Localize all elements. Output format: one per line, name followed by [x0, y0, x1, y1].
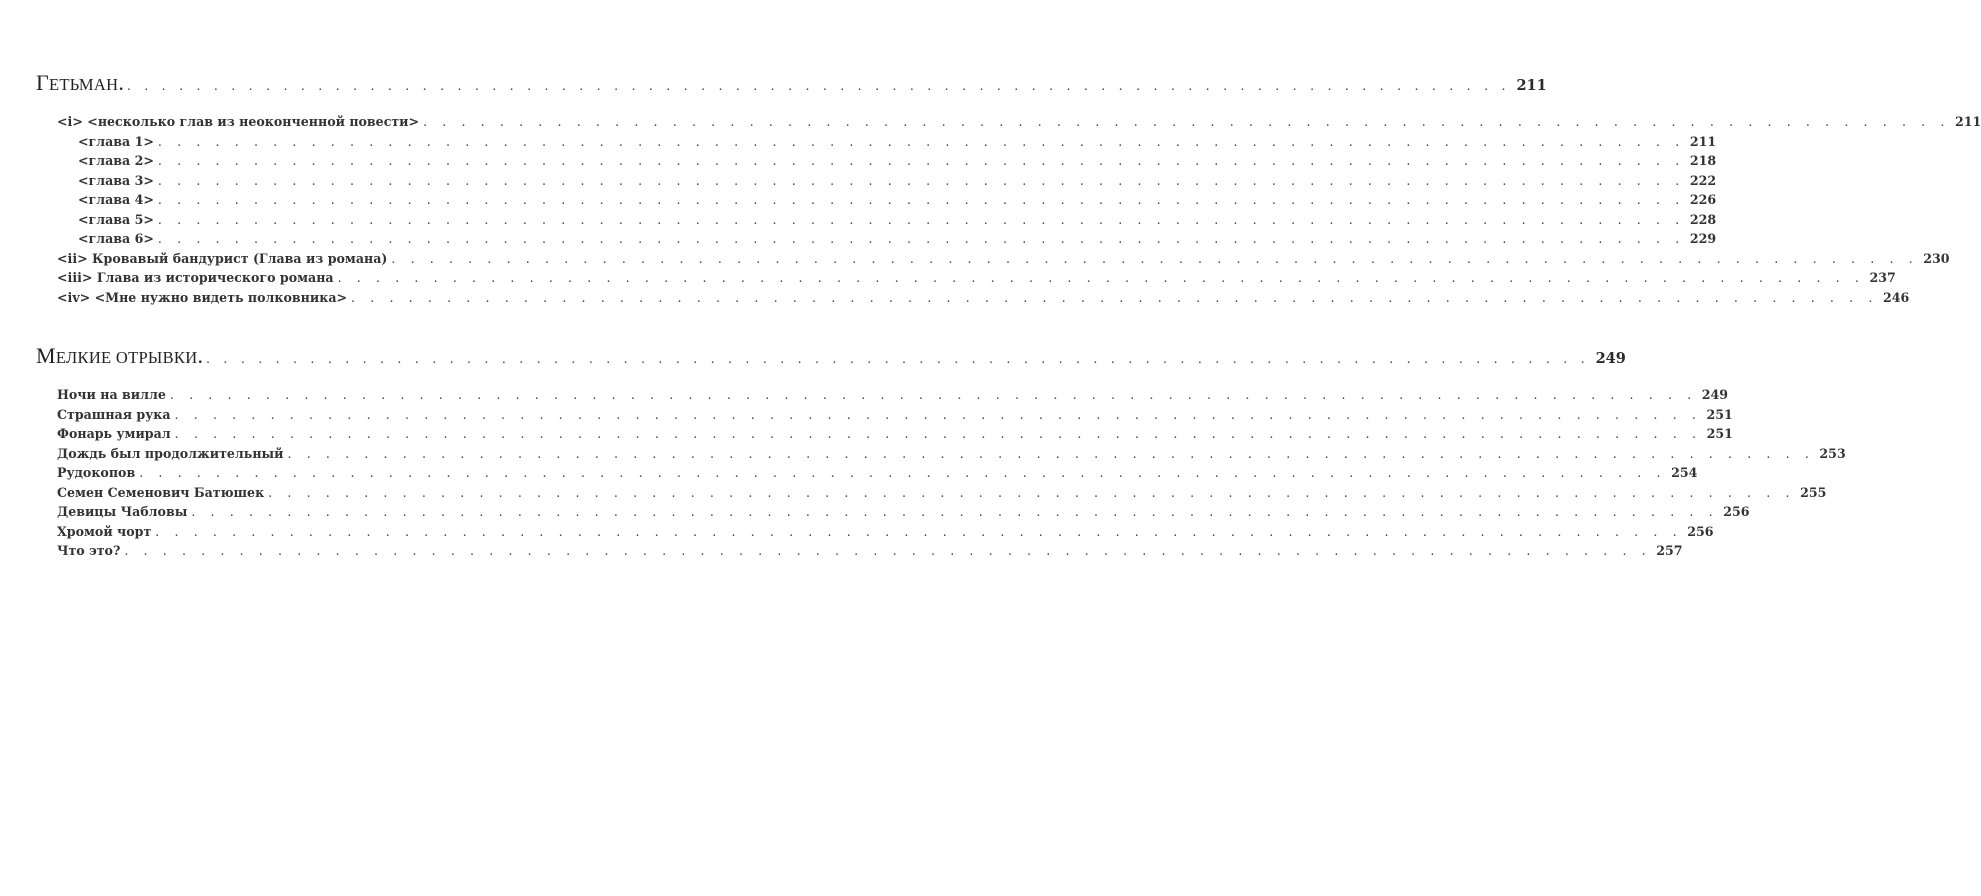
entry-page-number: 249	[1701, 387, 1729, 402]
dot-leader: . . . . . . . . . . . . . . . . . . . . . . . . . . . . . . . . . . . . . . . . . . . . . . . . . . . . . . . . . . . . . . . . . . . . . . . . . . . . . . . .	[391, 250, 1919, 266]
entry-label: Семен Семенович Батюшек	[57, 484, 265, 500]
dot-leader: . . . . . . . . . . . . . . . . . . . . . . . . . . . . . . . . . . . . . . . . . . . . . . . . . . . . . . . . . . . . . . . . . . . . . . . . . . . . . . . .	[287, 445, 1815, 461]
toc-entry[interactable]	[57, 387, 1729, 406]
entry-page-number: 211	[1689, 133, 1717, 149]
dot-leader: . . . . . . . . . . . . . . . . . . . . . . . . . . . . . . . . . . . . . . . . . . . . . . . . . . . . . . . . . . . . . . . . . . . . . . . . . . . . . . . .	[157, 192, 1685, 207]
section-page-number: 249	[1595, 350, 1626, 367]
entry-label: Девицы Чабловы	[57, 504, 188, 519]
toc-entry[interactable]	[57, 504, 1750, 523]
toc-section-heading[interactable]	[36, 70, 1547, 96]
entry-page-number: 228	[1689, 211, 1717, 227]
section-title-rest: ЕЛКИЕ ОТРЫВКИ	[55, 348, 198, 367]
dot-leader: . . . . . . . . . . . . . . . . . . . . . . . . . . . . . . . . . . . . . . . . . . . . . . . . . . . . . . . . . . . . . . . . . . . . . . . . . . . . . . . .	[174, 406, 1702, 422]
toc-entry[interactable]	[57, 543, 1683, 562]
entry-label: <i> <несколько глав из неоконченной повести>	[57, 114, 420, 129]
entry-label: <глава 4>	[78, 192, 154, 207]
entry-label: <глава 6>	[78, 231, 154, 246]
entry-label: Что это?	[57, 543, 121, 558]
toc-entry[interactable]	[57, 289, 1910, 309]
toc-entry[interactable]	[57, 250, 1950, 270]
toc-entry[interactable]	[57, 445, 1846, 465]
entry-page-number: 257	[1656, 543, 1683, 558]
dot-leader: . . . . . . . . . . . . . . . . . . . . . . . . . . . . . . . . . . . . . . . . . . . . . . . . . . . . . . . . . . . . . . . . . . . . . . . . . . . . . . . .	[155, 523, 1683, 539]
section-title: ГЕТЬМАН.	[36, 70, 125, 95]
dot-leader: . . . . . . . . . . . . . . . . . . . . . . . . . . . . . . . . . . . . . . . . . . . . . . . . . . . . . . . . . . . . . . . . . . . . . . . . . . . . . . . .	[157, 172, 1685, 188]
toc-entry[interactable]	[57, 484, 1827, 504]
entry-label: Фонарь умирал	[57, 426, 171, 441]
dot-leader: . . . . . . . . . . . . . . . . . . . . . . . . . . . . . . . . . . . . . . . . . . . . . . . . . . . . . . . . . . . . . . . . . . . . . . . . . . . . . . . .	[351, 289, 1878, 305]
toc-entry[interactable]	[78, 133, 1717, 153]
dot-leader: . . . . . . . . . . . . . . . . . . . . . . . . . . . . . . . . . . . . . . . . . . . . . . . . . . . . . . . . . . . . . . . . . . . . . . . . . . . . . . . .	[139, 465, 1667, 480]
toc-entry[interactable]	[78, 211, 1717, 231]
toc-entry[interactable]	[78, 231, 1717, 250]
entry-label: Страшная рука	[57, 406, 171, 422]
dot-leader: . . . . . . . . . . . . . . . . . . . . . . . . . . . . . . . . . . . . . . . . . . . . . . . . . . . . . . . . . . . . . . . . . . . . . . . . . . . . . . . .	[206, 352, 1590, 367]
dot-leader: . . . . . . . . . . . . . . . . . . . . . . . . . . . . . . . . . . . . . . . . . . . . . . . . . . . . . . . . . . . . . . . . . . . . . . . . . . . . . . . .	[174, 426, 1702, 441]
entry-page-number: 218	[1689, 153, 1717, 168]
section-title-first-letter: М	[36, 343, 56, 368]
entry-page-number: 253	[1819, 445, 1846, 461]
dot-leader: . . . . . . . . . . . . . . . . . . . . . . . . . . . . . . . . . . . . . . . . . . . . . . . . . . . . . . . . . . . . . . . . . . . . . . . . . . . . . . . .	[191, 504, 1719, 519]
entry-page-number: 230	[1923, 250, 1950, 266]
entry-page-number: 255	[1800, 484, 1827, 500]
toc-section-heading[interactable]	[36, 343, 1626, 369]
entry-page-number: 256	[1687, 523, 1714, 539]
entry-page-number: 256	[1723, 504, 1750, 519]
entry-label: Ночи на вилле	[57, 387, 166, 402]
dot-leader: . . . . . . . . . . . . . . . . . . . . . . . . . . . . . . . . . . . . . . . . . . . . . . . . . . . . . . . . . . . . . . . . . . . . . . . . . . . . . . . .	[157, 211, 1685, 227]
entry-label: <глава 1>	[78, 133, 154, 149]
entry-page-number: 254	[1671, 465, 1698, 480]
dot-leader: . . . . . . . . . . . . . . . . . . . . . . . . . . . . . . . . . . . . . . . . . . . . . . . . . . . . . . . . . . . . . . . . . . . . . . . . . . . . . . . .	[268, 484, 1796, 500]
entry-label: <глава 3>	[78, 172, 154, 188]
section-title: МЕЛКИЕ ОТРЫВКИ.	[36, 343, 204, 368]
dot-leader: . . . . . . . . . . . . . . . . . . . . . . . . . . . . . . . . . . . . . . . . . . . . . . . . . . . . . . . . . . . . . . . . . . . . . . . . . . . . . . . .	[157, 231, 1685, 246]
toc-entry[interactable]	[57, 426, 1733, 445]
entry-page-number: 229	[1689, 231, 1717, 246]
dot-leader: . . . . . . . . . . . . . . . . . . . . . . . . . . . . . . . . . . . . . . . . . . . . . . . . . . . . . . . . . . . . . . . . . . . . . . . . . . . . . . . .	[157, 153, 1685, 168]
entry-label: Дождь был продолжительный	[57, 445, 284, 461]
entry-page-number: 226	[1689, 192, 1717, 207]
entry-page-number: 246	[1882, 289, 1910, 305]
entry-label: <iii> Глава из исторического романа	[57, 270, 334, 285]
entry-page-number: 251	[1706, 426, 1733, 441]
toc-entry[interactable]	[78, 172, 1717, 192]
section-title-rest: ЕТЬМАН	[49, 75, 119, 94]
section-page-number: 211	[1516, 77, 1547, 94]
entry-label: <глава 5>	[78, 211, 154, 227]
entry-label: Хромой чорт	[57, 523, 152, 539]
toc-entry[interactable]	[57, 465, 1698, 484]
entry-page-number: 211	[1954, 114, 1981, 129]
toc-entry[interactable]	[57, 523, 1714, 543]
entry-page-number: 237	[1869, 270, 1896, 285]
toc-entry[interactable]	[57, 406, 1733, 426]
toc-entry[interactable]	[78, 153, 1717, 172]
entry-page-number: 222	[1689, 172, 1717, 188]
entry-label: <iv> <Мне нужно видеть полковника>	[57, 289, 348, 305]
entry-label: Рудокопов	[57, 465, 136, 480]
dot-leader: . . . . . . . . . . . . . . . . . . . . . . . . . . . . . . . . . . . . . . . . . . . . . . . . . . . . . . . . . . . . . . . . . . . . . . . . . . . . . . . .	[124, 543, 1652, 558]
section-title-first-letter: Г	[36, 70, 50, 95]
entry-label: <ii> Кровавый бандурист (Глава из романа)	[57, 250, 388, 266]
toc-entry[interactable]	[57, 114, 1981, 133]
dot-leader: . . . . . . . . . . . . . . . . . . . . . . . . . . . . . . . . . . . . . . . . . . . . . . . . . . . . . . . . . . . . . . . . . . . . . . . . . . . . . . . .	[127, 79, 1511, 94]
entry-page-number: 251	[1706, 406, 1733, 422]
toc-entry[interactable]	[78, 192, 1717, 211]
dot-leader: . . . . . . . . . . . . . . . . . . . . . . . . . . . . . . . . . . . . . . . . . . . . . . . . . . . . . . . . . . . . . . . . . . . . . . . . . . . . . . . .	[337, 270, 1865, 285]
dot-leader: . . . . . . . . . . . . . . . . . . . . . . . . . . . . . . . . . . . . . . . . . . . . . . . . . . . . . . . . . . . . . . . . . . . . . . . . . . . . . . . .	[169, 387, 1697, 402]
toc-entry[interactable]	[57, 270, 1896, 289]
dot-leader: . . . . . . . . . . . . . . . . . . . . . . . . . . . . . . . . . . . . . . . . . . . . . . . . . . . . . . . . . . . . . . . . . . . . . . . . . . . . . . . .	[157, 133, 1685, 149]
dot-leader: . . . . . . . . . . . . . . . . . . . . . . . . . . . . . . . . . . . . . . . . . . . . . . . . . . . . . . . . . . . . . . . . . . . . . . . . . . . . . . . .	[423, 114, 1950, 129]
entry-label: <глава 2>	[78, 153, 154, 168]
